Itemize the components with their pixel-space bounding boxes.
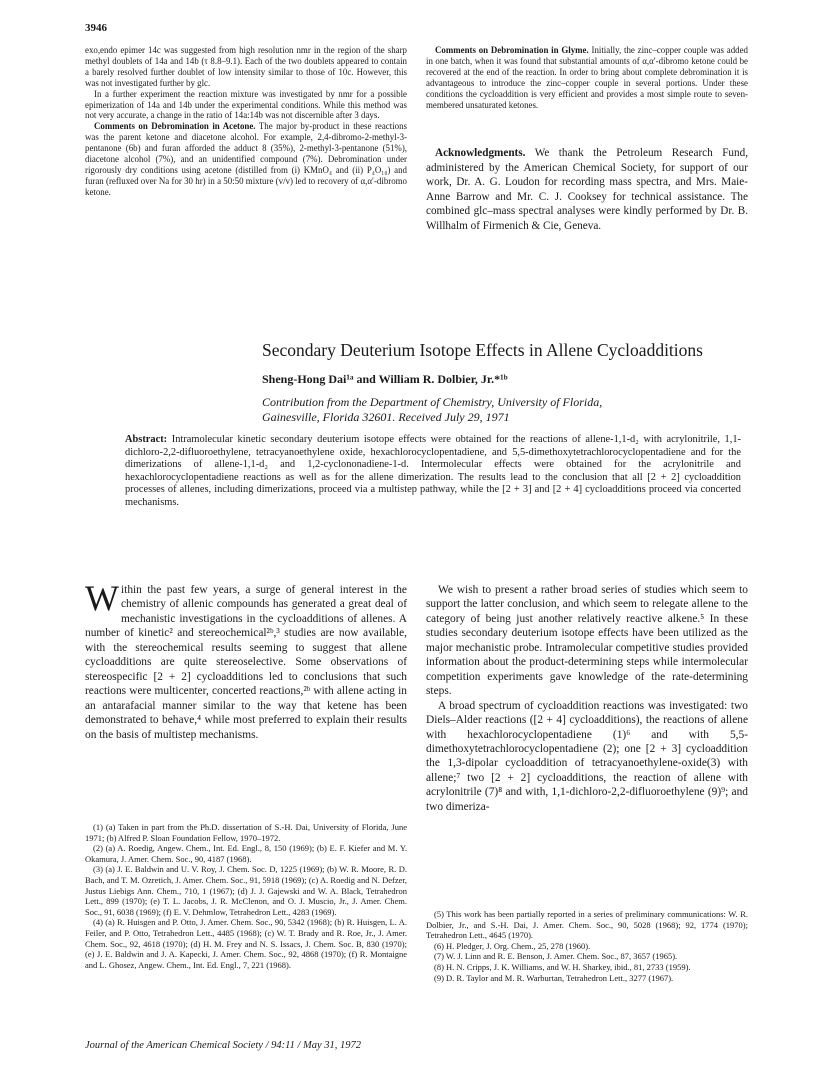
article-title: Secondary Deuterium Isotope Effects in Allene Cycloadditions: [262, 340, 703, 360]
section-runin-heading: Comments on Debromination in Glyme.: [435, 45, 589, 55]
affiliation-line: Contribution from the Department of Chemistry, University of Florida,: [262, 395, 603, 409]
acknowledgments-text: We thank the Petroleum Research Fund, administered by the American Chemical Society, for support of our work, Dr. A. G. Loudon for recording mass spectra, and Mrs. Maie-Anne Barrow and Mr. C. J. Cooksey for technical assistance. The combined glc–mass spectral analyses were kindly performed by Dr. B. Willhalm of Firmenich & Cie, Geneva.: [426, 147, 748, 232]
journal-footer: Journal of the American Chemical Society / 94:11 / May 31, 1972: [85, 1040, 362, 1051]
section-runin-heading: Comments on Debromination in Acetone.: [94, 121, 256, 132]
drop-cap: W: [85, 578, 119, 618]
paragraph: [426, 45, 748, 110]
acknowledgments-paragraph: [426, 146, 748, 234]
footnotes-left: [85, 822, 407, 970]
paragraph: [85, 121, 407, 197]
acknowledgments: [426, 146, 748, 234]
footnote: (1) (a) Taken in part from the Ph.D. dissertation of S.-H. Dai, University of Florida, June 1971; (b) Alfred P. Sloan Foundation Fellow, 1970–1972.: [85, 822, 407, 843]
left-top-column: [85, 45, 407, 198]
affiliation-line: Gainesville, Florida 32601. Received July 29, 1971: [262, 410, 510, 424]
abstract: [125, 434, 741, 510]
footnote: (2) (a) A. Roedig, Angew. Chem., Int. Ed. Engl., 8, 150 (1969); (b) E. F. Kiefer and M. Y. Okamura, J. Amer. Chem. Soc., 90, 4187 (1968).: [85, 843, 407, 864]
footnote: (7) W. J. Linn and R. E. Benson, J. Amer. Chem. Soc., 87, 3657 (1965).: [434, 951, 678, 962]
right-top-column: [426, 45, 748, 110]
body-right-column: [426, 583, 748, 814]
footnote: (3) (a) J. E. Baldwin and U. V. Roy, J. Chem. Soc. D, 1225 (1969); (b) W. R. Moore, R. D. Bach, and T. M. Ozretich, J. Amer. Chem. Soc., 91, 5918 (1969); (c) A. Roedig and N. Defzer, Justus Liebigs Ann. Chem., 710, 1 (1967); (d) J. J. Gajewski and W. A. Black, Tetrahedron Lett., 899 (1970); (e) T. L. Jacobs, J. R. McClenon, and O. J. Muscio, Jr., J. Amer. Chem. Soc., 91, 6038 (1969); (f) E. V. Dehmlow, Tetrahedron Lett., 4283 (1969).: [85, 864, 407, 917]
footnote: (9) D. R. Taylor and M. R. Warburtan, Tetrahedron Lett., 3277 (1967).: [434, 972, 674, 983]
footnote: (5) This work has been partially reported in a series of preliminary communications: W. R. Dolbier, Jr., and S.-H. Dai, J. Amer. Chem. Soc., 90, 5028 (1968); 92, 1774 (1970); Tetrahedron Lett., 4645 (1970).: [426, 909, 748, 941]
page-number: 3946: [85, 22, 107, 34]
footnotes-right: [426, 909, 748, 983]
body-left-column: [85, 578, 407, 742]
article-authors: Sheng-Hong Dai¹ᵃ and William R. Dolbier, Jr.*¹ᵇ: [262, 372, 508, 386]
footnote: (6) H. Pledger, J. Org. Chem., 25, 278 (1960).: [434, 940, 591, 951]
intro-paragraph: [85, 578, 407, 742]
footnote: (8) H. N. Cripps, J. K. Williams, and W. H. Sharkey, ibid., 81, 2733 (1959).: [434, 961, 691, 972]
paragraph: We wish to present a rather broad series of studies which seem to support the latter conclusion, and which seem to relegate allene to the category of being just another relatively reactive alkene.⁵ In these studies secondary deuterium isotope effects have been utilized as the major mechanistic probe. Intramolecular competitive studies provided information about the product-determining steps while intermolecular competition experiments gave knowledge of the rate-determining steps.: [426, 584, 748, 698]
footnote: (4) (a) R. Huisgen and P. Otto, J. Amer. Chem. Soc., 90, 5342 (1968); (b) R. Huisgen, L. A. Feiler, and P. Otto, Tetrahedron Lett., 4485 (1968); (c) W. T. Brady and R. Roe, Jr., J. Amer. Chem. Soc., 92, 4618 (1970); (d) H. M. Frey and N. S. Issacs, J. Chem. Soc. B, 830 (1970); (e) J. E. Baldwin and J. A. Kapecki, J. Amer. Chem. Soc., 92, 4868 (1970); (f) R. Montaigne and L. Ghosez, Angew. Chem., Int. Ed. Engl., 7, 221 (1968).: [85, 917, 407, 970]
intro-text: ithin the past few years, a surge of general interest in the chemistry of allenic compounds has generated a great deal of mechanistic investigations in the cycloadditions of allenes. A number of kinetic² and stereochemical²ᵇ,³ studies are now available, with the stereochemical results seeming to suggest that allene cycloadditions are quite stereoselective. Some observations of stereospecific [2 + 2] cycloadditions led to conclusions that such reactions were multicenter, concerted reactions,²ᵇ with allene acting in an antarafacial manner similar to the way that ketene has been demonstrated to behave,⁴ while most preferred to explain their results on the basis of multistep mechanisms.: [85, 584, 407, 741]
paragraph: A broad spectrum of cycloaddition reactions was investigated: two Diels–Alder reactions ([2 + 4] cycloadditions), the reactions of allene with hexachlorocyclopentadiene (1)⁶ and with 5,5-dimethoxytetrachlorocyclopentadiene (2); one [2 + 3] cycloaddition the 1,3-dipolar cycloaddition of tetracyanoethylene-oxide(3) with allene;⁷ two [2 + 2] cycloadditions, the reaction of allene with acrylonitrile (7)⁸ and with, 1,1-dichloro-2,2-difluoroethylene (9)⁹; and two dimeriza-: [426, 699, 748, 813]
paragraph: exo,endo epimer 14c was suggested from high resolution nmr in the region of the sharp methyl doublets of 14a and 14b (τ 8.8–9.1). Each of the two doublets appeared to contain a barely resolved further doublet of low intensity similar to those of 10c. However, this was not investigated further by glc.: [85, 45, 407, 88]
article-affiliation: [262, 395, 602, 425]
abstract-label: Abstract:: [125, 434, 168, 445]
paragraph-text: The major by-product in these reactions was the parent ketone and diacetone alcohol. For example, 2,4-dibromo-2-methyl-3-pentanone (6b) and furan afforded the adduct 8 (35%), 2-methyl-3-pentanone (51%), diacetone alcohol (7%), and an unidentified compound (7%). Debromination under rigorously dry conditions using acetone (distilled from (i) KMnO₄ and (ii) P₄O₁₀) and furan (refluxed over Na for 30 hr) in a 50:50 mixture (v/v) led to recovery of α,α′-dibromo ketone.: [85, 121, 407, 197]
paragraph: In a further experiment the reaction mixture was investigated by nmr for a possible epimerization of 14a and 14b under the experimental conditions. While this method was not very accurate, a change in the ratio of 14a:14b was not discernible after 3 days.: [85, 88, 407, 121]
paragraph-text: Initially, the zinc–copper couple was added in one batch, when it was found that substantial amounts of α,α′-dibromo ketone could be recovered at the end of the reaction. In order to bring about complete debromination it is advantageous to introduce the zinc–copper couple in several portions. Under these conditions the cycloaddition is very efficient and provides a most simple route to seven-membered unsaturated ketones.: [426, 45, 748, 110]
abstract-text: Intramolecular kinetic secondary deuterium isotope effects were obtained for the reactions of allene-1,1-d₂ with acrylonitrile, 1,1-dichloro-2,2-difluoroethylene, tetracyanoethylene oxide, hexachlorocyclopentadiene, and 5,5-dimethoxytetrachlorocyclopentadiene and for the dimerizations of allene-1,1-d₂ and 1,2-cyclononadiene-1-d. Intermolecular effects were obtained for the acrylonitrile and hexachlorocyclopentadiene reactions as well as for the allene dimerization. The results lead to the conclusion that all [2 + 2] cycloaddition processes of allenes, including dimerizations, proceed via a multistep pathway, while the [2 + 3] and [2 + 4] cycloadditions proceed via concerted mechanisms.: [125, 434, 741, 508]
acknowledgments-heading: Acknowledgments.: [435, 147, 526, 159]
